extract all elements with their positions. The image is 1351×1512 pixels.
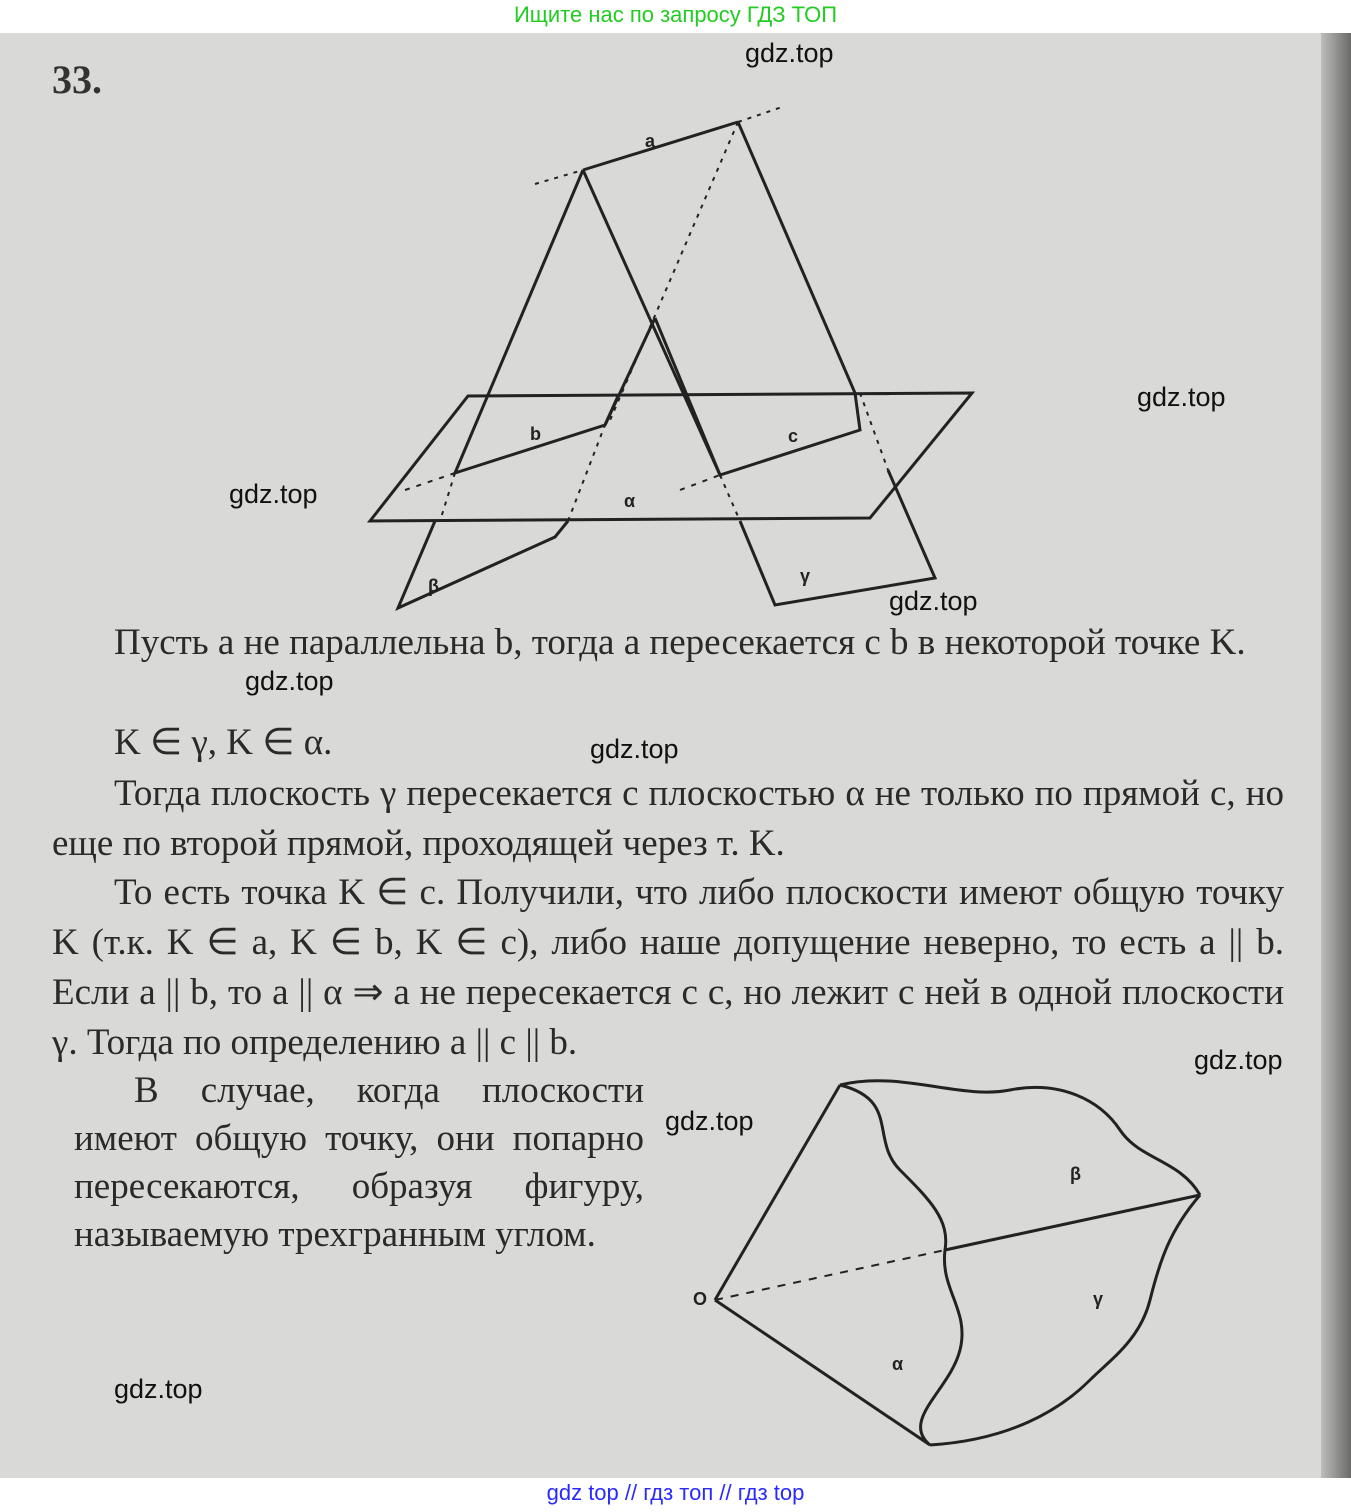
label-gamma: γ [800, 566, 811, 586]
plane-gamma [583, 122, 860, 475]
bottom-banner [0, 1478, 1351, 1512]
problem-number: 33. [52, 57, 102, 102]
label-a: a [645, 131, 656, 151]
watermark: gdz.top [590, 734, 679, 764]
paragraph-2: K ∈ γ, K ∈ α. [114, 722, 333, 763]
label-alpha-2: α [892, 1354, 904, 1374]
paragraph-1: Пусть a не параллельна b, тогда a пересекается с b в некоторой точке K. [114, 622, 1246, 663]
label-beta-2: β [1070, 1164, 1081, 1184]
label-gamma-2: γ [1093, 1289, 1104, 1309]
search-hint: Ищите нас по запросу ГДЗ ТОП [513, 2, 838, 27]
label-c: c [788, 426, 799, 446]
site-links: gdz top // гдз топ // гдз top [546, 1480, 805, 1505]
watermark: gdz.top [745, 38, 834, 68]
label-O: O [693, 1289, 708, 1309]
watermark: gdz.top [245, 666, 334, 696]
plane-beta [455, 170, 655, 473]
watermark: gdz.top [114, 1374, 203, 1404]
watermark: gdz.top [1137, 382, 1226, 412]
paragraph-4: То есть точка K ∈ c. Получили, что либо плоскости имеют общую точку K (т.к. K ∈ a, K ∈ b, K ∈ c), либо наше допущение неверно, то есть a || b. Если a || b, то a || α ⇒ a не пересекается с c, но лежит с ней в одной плоскости γ. Тогда по определению a || c || b. [52, 872, 1284, 1063]
paragraph-3: Тогда плоскость γ пересекается с плоскостью α не только по прямой c, но еще по второй прямой, проходящей через т. K. [52, 773, 1284, 864]
line-a [583, 122, 738, 170]
label-alpha: α [624, 491, 636, 511]
label-b: b [530, 424, 541, 444]
paragraph-5: В случае, когда плоскости имеют общую точку, они попарно пересекаются, образуя фигуру, называемую трехгранным углом. [74, 1070, 644, 1255]
watermark: gdz.top [1194, 1045, 1283, 1075]
label-beta: β [428, 576, 439, 596]
watermark: gdz.top [665, 1106, 754, 1136]
watermark: gdz.top [229, 479, 318, 509]
watermark: gdz.top [889, 586, 978, 616]
figure-trihedral-angle [693, 1081, 1200, 1445]
